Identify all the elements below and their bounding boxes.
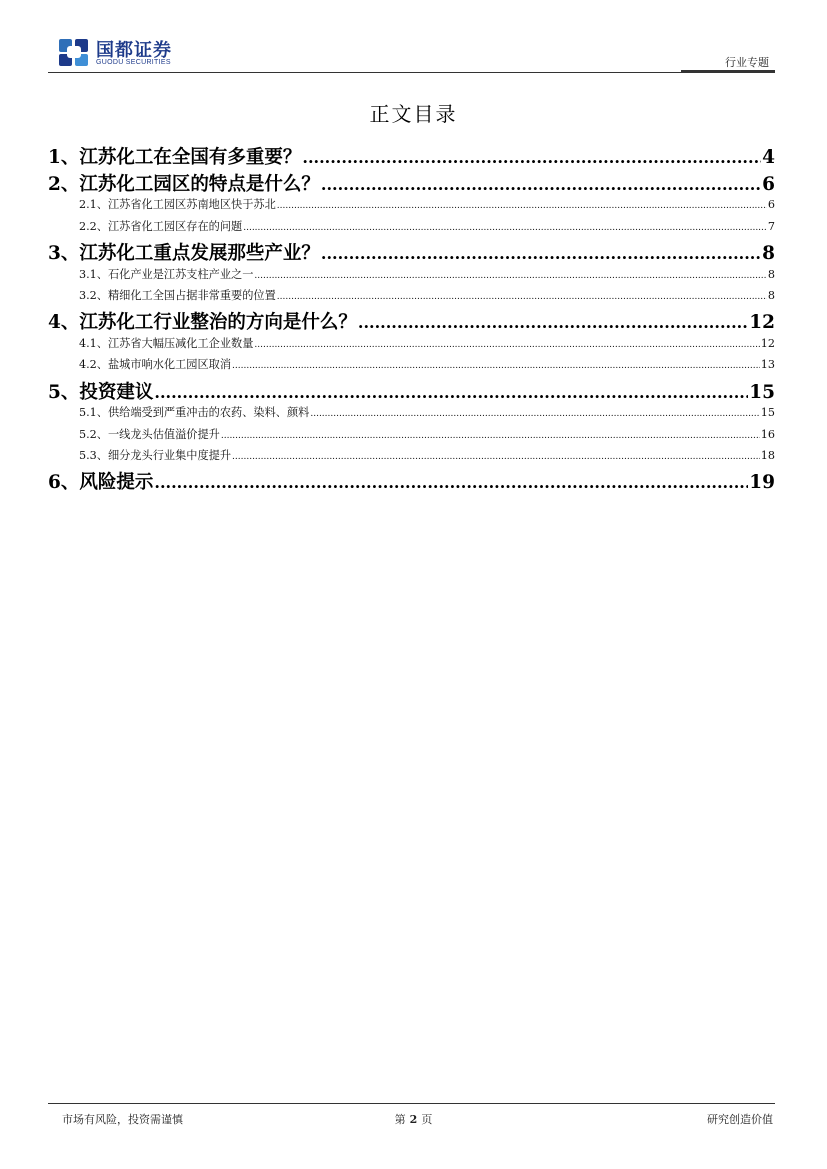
toc-subsection-link[interactable] [48,356,775,377]
toc-entry-page: 4 [762,147,775,168]
toc-subsection-link[interactable] [48,335,775,356]
header-divider-accent [681,70,775,73]
toc-entry-label: 2、江苏化工园区的特点是什么？ [48,173,320,195]
toc-dot-leader [310,409,759,419]
toc-subsection-link[interactable] [48,447,775,468]
toc-entry-page: 7 [767,219,775,233]
toc-section-link[interactable] [48,170,775,197]
footer-disclaimer: 市场有风险，投资需谨慎 [62,1113,183,1126]
toc-entry-page: 6 [762,173,775,195]
page-suffix: 页 [421,1113,433,1126]
toc-entry-page: 15 [760,406,775,420]
toc-subsection-link[interactable] [48,426,775,447]
footer-divider [48,1103,775,1104]
toc-dot-leader [254,340,759,350]
toc-entry-label: 5.3、细分龙头行业集中度提升 [79,449,232,463]
table-of-contents [48,143,775,495]
toc-entry-page: 8 [762,242,775,264]
toc-entry-label: 3、江苏化工重点发展那些产业？ [48,242,320,264]
toc-entry-label: 3.2、精细化工全国占据非常重要的位置 [79,288,276,302]
toc-dot-leader [302,148,761,167]
toc-dot-leader [277,292,767,302]
company-logo-icon [58,36,90,68]
toc-dot-leader [154,383,748,402]
toc-entry-page: 18 [760,449,775,463]
toc-entry-page: 12 [760,336,775,350]
toc-dot-leader [232,361,760,371]
toc-entry-page: 19 [749,472,775,494]
footer-page-number [0,1111,827,1127]
toc-entry-label: 4.1、江苏省大幅压减化工企业数量 [79,336,254,350]
toc-entry-page: 13 [760,358,775,372]
toc-section-link[interactable] [48,378,775,405]
page-header [48,32,775,76]
toc-entry-label: 1、江苏化工在全国有多重要？ [48,147,302,168]
toc-dot-leader [154,473,748,492]
toc-entry-label: 2.2、江苏省化工园区存在的问题 [79,219,243,233]
page-number: 2 [409,1113,418,1126]
toc-dot-leader [277,201,767,211]
company-logo [58,36,228,72]
toc-dot-leader [358,313,748,332]
toc-title: 正文目录 [369,102,458,126]
footer-slogan: 研究创造价值 [707,1113,773,1126]
toc-entry-label: 3.1、石化产业是江苏支柱产业之一 [79,267,254,281]
toc-subsection-link[interactable] [48,218,775,239]
toc-entry-page: 16 [760,427,775,441]
toc-section-link[interactable] [48,308,775,335]
toc-entry-label: 5.2、一线龙头估值溢价提升 [79,427,220,441]
toc-section-link[interactable] [48,143,775,170]
toc-dot-leader [321,175,761,194]
toc-section-link[interactable] [48,239,775,266]
report-category: 行业专题 [725,56,769,69]
toc-entry-label: 5.1、供给端受到严重冲击的农药、染料、颜料 [79,406,310,420]
toc-dot-leader [254,271,766,281]
toc-dot-leader [321,244,761,263]
toc-entry-label: 6、风险提示 [48,472,154,494]
toc-section-link[interactable] [48,468,775,495]
toc-subsection-link[interactable] [48,287,775,308]
toc-entry-page: 8 [767,267,775,281]
toc-subsection-link[interactable] [48,404,775,425]
toc-entry-page: 6 [767,198,775,212]
header-divider [48,72,775,73]
toc-subsection-link[interactable] [48,266,775,287]
toc-dot-leader [221,431,760,441]
toc-dot-leader [243,223,767,233]
page-prefix: 第 [394,1113,406,1126]
toc-subsection-link[interactable] [48,196,775,217]
toc-entry-page: 8 [767,288,775,302]
toc-entry-label: 5、投资建议 [48,381,154,403]
toc-entry-page: 15 [749,381,775,403]
brand-name-en: GUODU SECURITIES [96,59,171,66]
toc-entry-page: 12 [749,312,775,334]
brand-name-cn: 国都证券 [96,40,172,61]
toc-entry-label: 2.1、江苏省化工园区苏南地区快于苏北 [79,198,276,212]
toc-entry-label: 4、江苏化工行业整治的方向是什么？ [48,312,357,334]
toc-entry-label: 4.2、盐城市响水化工园区取消 [79,358,232,372]
toc-dot-leader [232,452,760,462]
